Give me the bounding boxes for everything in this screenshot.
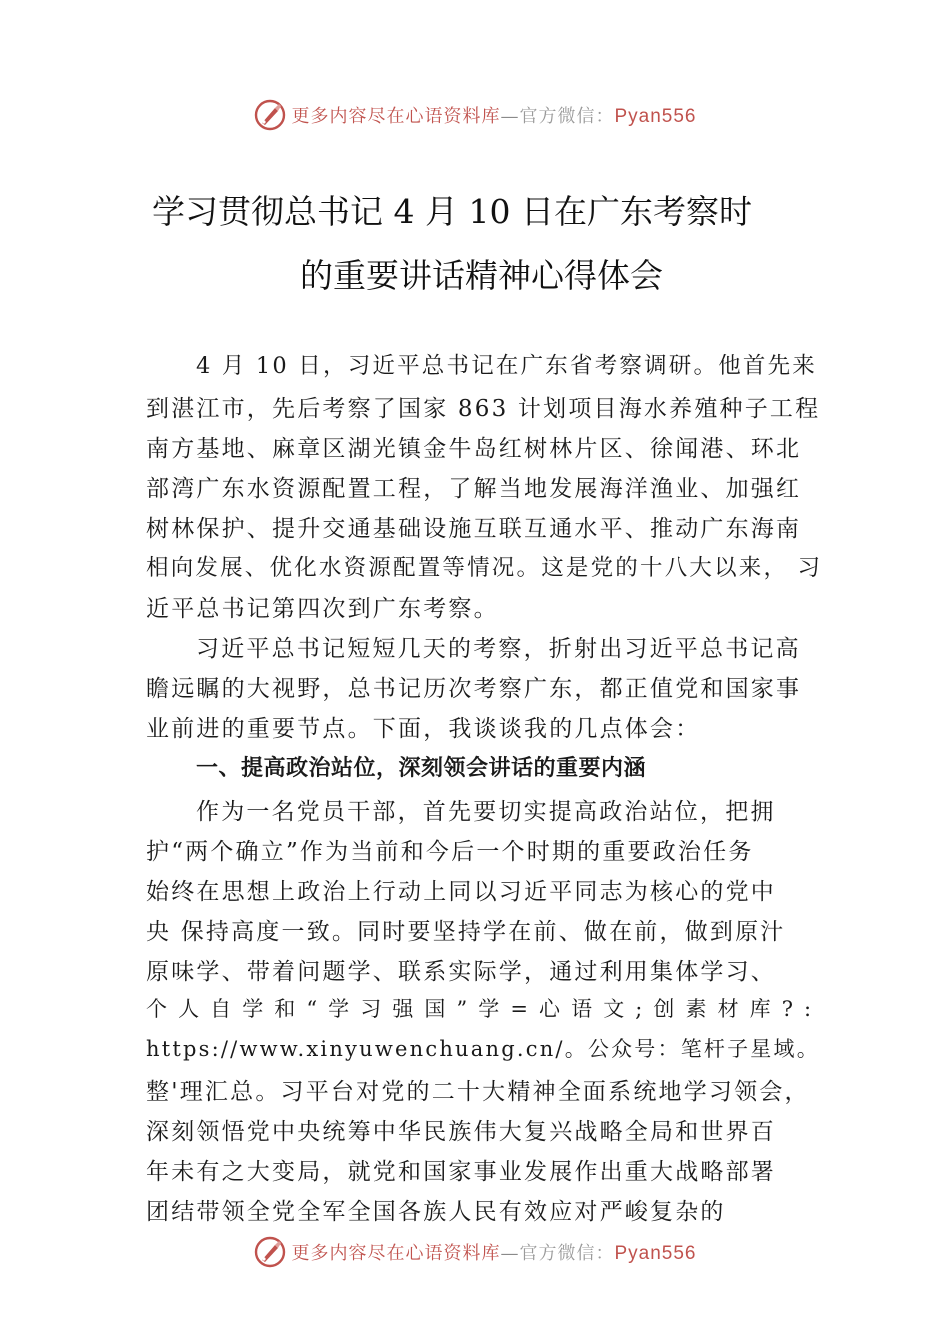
body-line: 树林保护、提升交通基础设施互联互通水平、推动广东海南 xyxy=(146,516,802,542)
header-banner xyxy=(0,95,950,135)
document-title-line-1: 学习贯彻总书记 4 月 10 日在广东考察时 xyxy=(152,192,752,231)
body-line: 南方基地、麻章区湖光镇金牛岛红树林片区、徐闻港、环北 xyxy=(146,436,802,462)
body-line: 护“两个确立”作为当前和今后一个时期的重要政治任务 xyxy=(146,839,754,865)
pen-logo-icon xyxy=(253,98,287,132)
body-line: 瞻远瞩的大视野，总书记历次考察广东，都正值党和国家事 xyxy=(146,676,802,702)
body-line: 个 人 自 学 和 “ 学 习 强 国 ” 学 = 心 语 文 ; 创 素 材 库 ? : xyxy=(146,997,814,1021)
body-line: 作为一名党员干部，首先要切实提高政治站位，把拥 xyxy=(196,799,776,825)
body-line: 4 月 10 日，习近平总书记在广东省考察调研。他首先来 xyxy=(196,353,818,379)
body-line: 相向发展、优化水资源配置等情况。这是党的十八大以来， 习 xyxy=(146,555,823,581)
pen-logo-icon xyxy=(253,1235,287,1269)
header-banner-text xyxy=(291,102,696,128)
document-title-line-2: 的重要讲话精神心得体会 xyxy=(300,256,663,295)
body-line: 习近平总书记短短几天的考察，折射出习近平总书记高 xyxy=(196,636,801,662)
banner-wechat-label: 官方微信： xyxy=(519,1243,615,1264)
banner-site: 更多内容尽在心语资料库 xyxy=(291,106,501,127)
body-line: 年未有之大变局，就党和国家事业发展作出重大战略部署 xyxy=(146,1159,776,1185)
footer-banner xyxy=(0,1232,950,1272)
banner-wechat-id: Pyan556 xyxy=(614,1243,697,1264)
banner-dash: — xyxy=(500,106,520,127)
body-line: 央 保持高度一致。同时要坚持学在前、做在前，做到原汁 xyxy=(146,919,786,945)
body-line: 部湾广东水资源配置工程，了解当地发展海洋渔业、加强红 xyxy=(146,476,802,502)
body-line: 始终在思想上政治上行动上同以习近平同志为核心的党中 xyxy=(146,879,776,905)
banner-wechat-id: Pyan556 xyxy=(614,106,697,127)
body-line: 原味学、带着问题学、联系实际学，通过利用集体学习、 xyxy=(146,959,776,985)
body-line: 深刻领悟党中央统筹中华民族伟大复兴战略全局和世界百 xyxy=(146,1119,776,1145)
body-line: 业前进的重要节点。下面，我谈谈我的几点体会： xyxy=(146,716,701,742)
banner-wechat-label: 官方微信： xyxy=(519,106,615,127)
banner-site: 更多内容尽在心语资料库 xyxy=(291,1243,501,1264)
body-line: 整'理汇总。习平台对党的二十大精神全面系统地学习领会， xyxy=(146,1079,810,1105)
banner-dash: — xyxy=(500,1243,520,1264)
body-line: 近平总书记第四次到广东考察。 xyxy=(146,596,499,622)
section-heading: 一、提高政治站位，深刻领会讲话的重要内涵 xyxy=(196,756,647,781)
body-line: 团结带领全党全军全国各族人民有效应对严峻复杂的 xyxy=(146,1199,726,1225)
body-line: 到湛江市，先后考察了国家 863 计划项目海水养殖种子工程 xyxy=(146,396,821,422)
footer-banner-text xyxy=(291,1239,696,1265)
body-line-url: https://www.xinyuwenchuang.cn/。公众号：笔杆子星域。 xyxy=(146,1037,820,1061)
